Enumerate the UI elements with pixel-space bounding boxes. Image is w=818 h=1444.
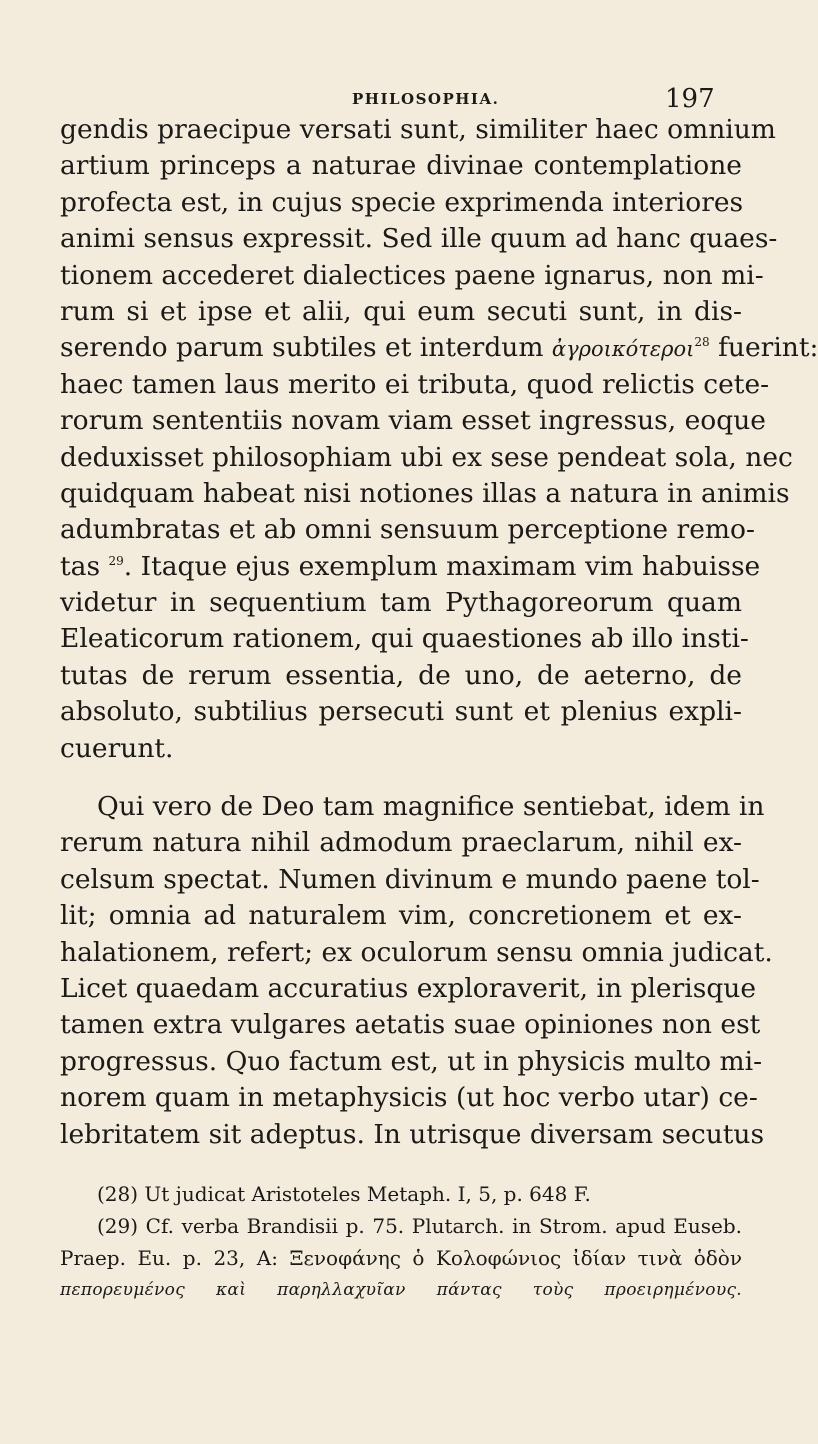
text-line bbox=[60, 549, 761, 585]
text-line bbox=[60, 330, 818, 366]
footnotes bbox=[60, 1178, 742, 1306]
text-run: serendo parum subtiles et interdum bbox=[60, 332, 552, 364]
page-number: 197 bbox=[665, 84, 715, 114]
text-line: adumbratas et ab omni sensuum perceptione remo- bbox=[60, 514, 755, 546]
text-line: animi sensus expressit. Sed ille quum ad hanc quaes- bbox=[60, 223, 778, 255]
text-line: tionem accederet dialectices paene ignarus, non mi- bbox=[60, 259, 764, 291]
text-run: tas bbox=[60, 550, 109, 582]
text-line: artium princeps a naturae divinae contemplatione bbox=[60, 150, 742, 182]
text-line: gendis praecipue versati sunt, similiter haec omnium bbox=[60, 114, 776, 145]
footnote-ref-28: 28 bbox=[694, 335, 710, 350]
text-line: absoluto, subtilius persecuti sunt et plenius expli- bbox=[60, 696, 742, 728]
running-title: PHILOSOPHIA. bbox=[352, 90, 500, 108]
text-line: norem quam in metaphysicis (ut hoc verbo utar) ce- bbox=[60, 1082, 758, 1114]
text-line: Qui vero de Deo tam magnifice sentiebat, idem in bbox=[97, 791, 765, 823]
text-line: rerum natura nihil admodum praeclarum, nihil ex- bbox=[60, 827, 742, 859]
text-line: progressus. Quo factum est, ut in physicis multo mi- bbox=[60, 1045, 763, 1077]
paragraph-gap bbox=[60, 767, 742, 789]
text-line: tutas de rerum essentia, de uno, de aeterno, de bbox=[60, 659, 742, 691]
text-run: fuerint: bbox=[709, 332, 818, 364]
footnote-28: (28) Ut judicat Aristoteles Metaph. I, 5, p. 648 F. bbox=[97, 1182, 591, 1206]
text-line: rum si et ipse et alii, qui eum secuti sunt, in dis- bbox=[60, 295, 742, 327]
text-line: deduxisset philosophiam ubi ex sese pendeat sola, nec bbox=[60, 441, 793, 473]
text-line: lebritatem sit adeptus. In utrisque diversam secutus bbox=[60, 1118, 765, 1150]
text-line: rorum sententiis novam viam esset ingressus, eoque bbox=[60, 405, 766, 437]
footnote-29: (29) Cf. verba Brandisii p. 75. Plutarch. in Strom. apud Euseb. bbox=[97, 1214, 742, 1238]
footnote-29-continued: Praep. Eu. p. 23, A: Ξενοφάνης ὁ Κολοφώνιος ἰδίαν τινὰ ὁδὸν bbox=[60, 1246, 742, 1270]
text-line: videtur in sequentium tam Pythagoreorum quam bbox=[60, 587, 742, 619]
text-line: profecta est, in cujus specie exprimenda interiores bbox=[60, 186, 744, 218]
text-line: haec tamen laus merito ei tributa, quod relictis cete- bbox=[60, 368, 770, 400]
text-run: . Itaque ejus exemplum maximam vim habuisse bbox=[123, 550, 761, 582]
body-text bbox=[60, 112, 818, 1153]
text-line: tamen extra vulgares aetatis suae opiniones non est bbox=[60, 1009, 761, 1041]
text-line: Eleaticorum rationem, qui quaestiones ab illo insti- bbox=[60, 623, 749, 655]
running-head bbox=[0, 84, 801, 114]
text-line: celsum spectat. Numen divinum e mundo paene tol- bbox=[60, 863, 760, 895]
text-line: halationem, refert; ex oculorum sensu omnia judicat. bbox=[60, 936, 773, 968]
footnote-29-greek: πεπορευμένος καὶ παρηλλαχυῖαν πάντας τοὺς προειρημένους. bbox=[60, 1280, 742, 1300]
text-line: lit; omnia ad naturalem vim, concretionem et ex- bbox=[60, 900, 742, 932]
greek-word: ἀγροικότεροι bbox=[551, 337, 695, 362]
footnote-ref-29: 29 bbox=[108, 553, 124, 568]
text-line: Licet quaedam accuratius exploraverit, in plerisque bbox=[60, 972, 757, 1004]
text-line: cuerunt. bbox=[60, 732, 174, 764]
text-line: quidquam habeat nisi notiones illas a natura in animis bbox=[60, 477, 790, 509]
